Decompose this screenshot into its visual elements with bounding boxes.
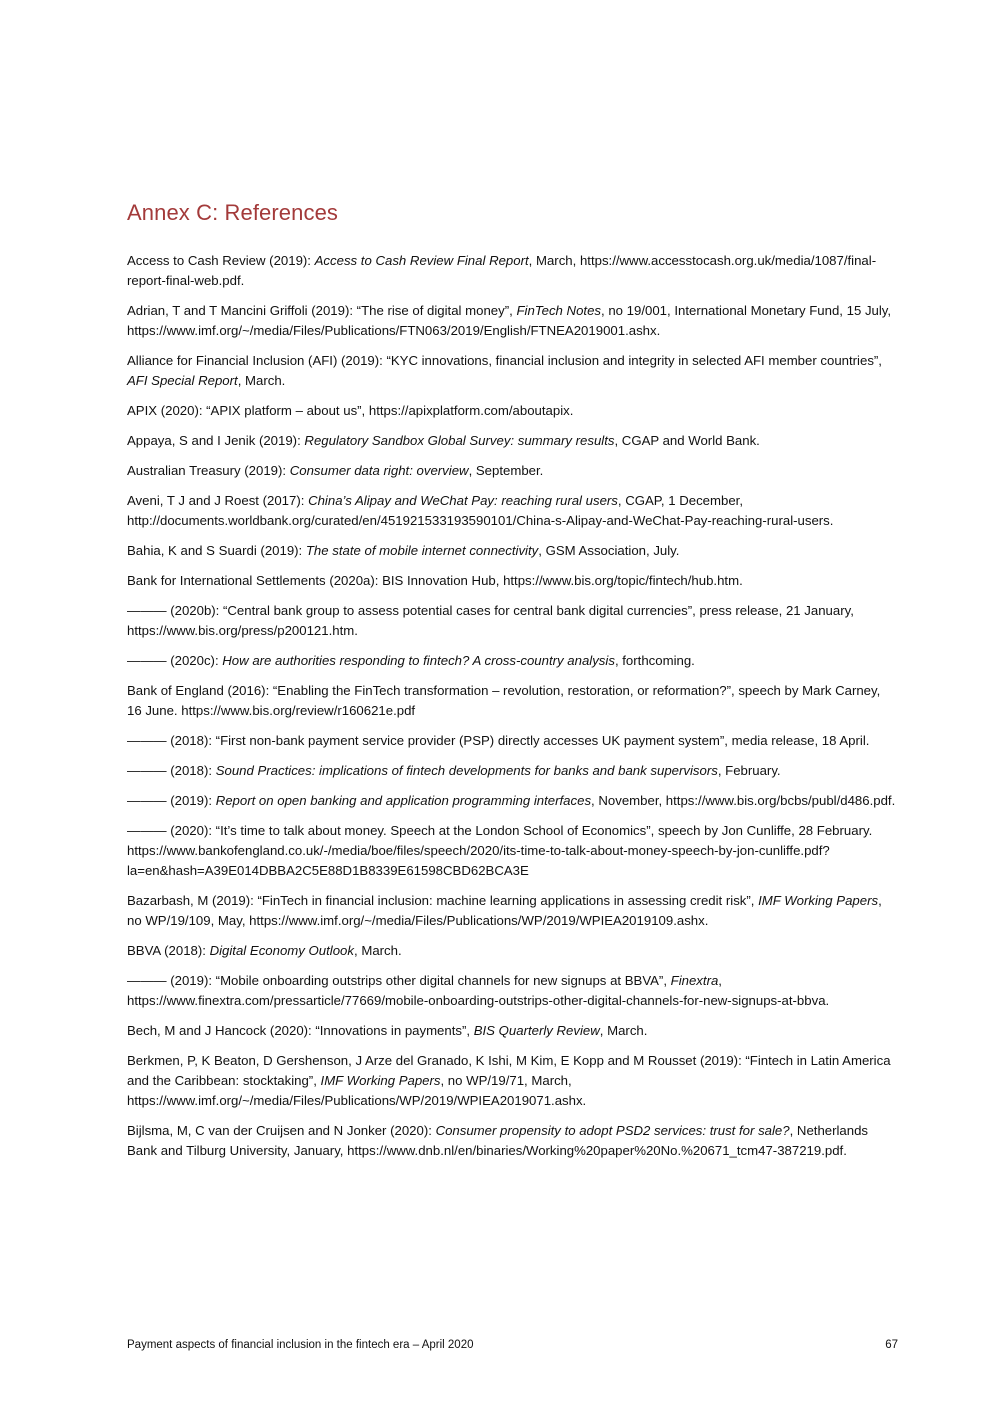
ref-text: , March, https://www.accesstocash.org.uk/media/1087/final-report-final-web.pdf. [127,253,877,288]
ref-text: , https://www.finextra.com/pressarticle/77669/mobile-onboarding-outstrips-other-digital-channels-for-new-signups-at-bbva. [127,973,830,1008]
reference-item [127,431,897,451]
ref-text: Adrian, T and T Mancini Griffoli (2019): “The rise of digital money”, [127,303,517,318]
reference-item [127,891,897,931]
reference-item [127,571,897,591]
reference-item [127,401,897,421]
ref-text: , GSM Association, July. [538,543,680,558]
ref-text: Bahia, K and S Suardi (2019): [127,543,306,558]
page-number: 67 [885,1339,898,1351]
ref-text: ——— (2020): “It’s time to talk about money. Speech at the London School of Economics”, speech by Jon Cunliffe, 28 February. https://www.bankofengland.co.uk/-/media/boe/files/speech/2020/its-time-to-talk-about-money-speech-by-jon-cunliffe.pdf?la=en&hash=A39E014DBBA2C5E88D1B8339E61598CBD62BCA3E [127,823,873,878]
reference-item [127,941,897,961]
reference-item [127,971,897,1011]
ref-text: Bech, M and J Hancock (2020): “Innovations in payments”, [127,1023,474,1038]
ref-text: Appaya, S and I Jenik (2019): [127,433,305,448]
reference-item [127,731,897,751]
ref-text: , March. [354,943,402,958]
page-title: Annex C: References [127,200,339,225]
reference-item [127,301,897,341]
reference-item [127,601,897,641]
ref-text: , March. [599,1023,648,1038]
ref-text: ——— (2019): [127,793,216,808]
ref-text: ——— (2019): “Mobile onboarding outstrips other digital channels for new signups at BBVA”, [127,973,671,988]
reference-item [127,351,897,391]
ref-text: , CGAP, 1 December, http://documents.worldbank.org/curated/en/451921533193590101/China-s-Alipay-and-WeChat-Pay-reaching-rural-users. [127,493,834,528]
ref-text: , Netherlands Bank and Tilburg University, January, https://www.dnb.nl/en/binaries/Working%20paper%20No.%20671_tcm47-387219.pdf. [127,1123,869,1158]
ref-text: , no WP/19/109, May, https://www.imf.org/~/media/Files/Publications/WP/2019/WPIEA2019109.ashx. [127,893,882,928]
ref-text: ——— (2020c): [127,653,223,668]
ref-title: IMF Working Papers [758,893,879,908]
ref-text: , CGAP and World Bank. [614,433,760,448]
ref-title: Access to Cash Review Final Report [314,253,529,268]
ref-title: China’s Alipay and WeChat Pay: reaching rural users [308,493,618,508]
ref-title: FinTech Notes [516,303,602,318]
reference-item [127,541,897,561]
reference-item [127,461,897,481]
reference-item [127,821,897,881]
ref-title: AFI Special Report [127,373,238,388]
reference-item [127,681,897,721]
ref-title: Consumer data right: overview [289,463,469,478]
ref-text: Alliance for Financial Inclusion (AFI) (2019): “KYC innovations, financial inclusion and integrity in selected AFI member countries”, [127,353,882,368]
ref-text: , no 19/001, International Monetary Fund, 15 July, https://www.imf.org/~/media/Files/Publications/FTN063/2019/English/FTNEA2019001.ashx. [127,303,892,338]
reference-item [127,761,897,781]
reference-item [127,491,897,531]
reference-list [127,251,897,1171]
ref-text: , November, https://www.bis.org/bcbs/publ/d486.pdf. [591,793,896,808]
ref-text: BBVA (2018): [127,943,210,958]
ref-title: Consumer propensity to adopt PSD2 services: trust for sale? [435,1123,790,1138]
ref-title: The state of mobile internet connectivity [305,543,539,558]
ref-text: Bazarbash, M (2019): “FinTech in financial inclusion: machine learning applications in assessing credit risk”, [127,893,759,908]
reference-item [127,651,897,671]
ref-title: Regulatory Sandbox Global Survey: summary results [304,433,615,448]
ref-text: APIX (2020): “APIX platform – about us”, https://apixplatform.com/aboutapix. [127,403,574,418]
ref-text: Australian Treasury (2019): [127,463,290,478]
ref-title: Sound Practices: implications of fintech developments for banks and bank supervisors [215,763,718,778]
ref-title: BIS Quarterly Review [473,1023,600,1038]
ref-text: Bank of England (2016): “Enabling the FinTech transformation – revolution, restoration, or reformation?”, speech by Mark Carney, 16 June. https://www.bis.org/review/r160621e.pdf [127,683,881,718]
ref-title: Digital Economy Outlook [209,943,354,958]
reference-item [127,1021,897,1041]
ref-title: Finextra [670,973,719,988]
ref-text: , no WP/19/71, March, https://www.imf.org/~/media/Files/Publications/WP/2019/WPIEA2019071.ashx. [127,1073,587,1108]
ref-text: , February. [717,763,781,778]
ref-text: ——— (2020b): “Central bank group to assess potential cases for central bank digital currencies”, press release, 21 January, https://www.bis.org/press/p200121.htm. [127,603,854,638]
ref-text: Bijlsma, M, C van der Cruijsen and N Jonker (2020): [127,1123,436,1138]
reference-item [127,1051,897,1111]
ref-text: Aveni, T J and J Roest (2017): [127,493,309,508]
ref-title: IMF Working Papers [320,1073,441,1088]
ref-text: , forthcoming. [614,653,695,668]
ref-title: How are authorities responding to fintech? A cross-country analysis [222,653,615,668]
footer-title: Payment aspects of financial inclusion in the fintech era – April 2020 [127,1339,474,1351]
ref-text: Berkmen, P, K Beaton, D Gershenson, J Arze del Granado, K Ishi, M Kim, E Kopp and M Rousset (2019): “Fintech in Latin America and the Caribbean: stocktaking”, [127,1053,891,1088]
ref-text: ——— (2018): “First non-bank payment service provider (PSP) directly accesses UK payment system”, media release, 18 April. [127,733,870,748]
ref-text: ——— (2018): [127,763,216,778]
ref-text: Access to Cash Review (2019): [127,253,315,268]
ref-text: , September. [468,463,544,478]
ref-title: Report on open banking and application programming interfaces [215,793,592,808]
ref-text: Bank for International Settlements (2020a): BIS Innovation Hub, https://www.bis.org/topic/fintech/hub.htm. [127,573,743,588]
ref-text: , March. [237,373,286,388]
reference-item [127,1121,897,1161]
reference-item [127,791,897,811]
reference-item [127,251,897,291]
